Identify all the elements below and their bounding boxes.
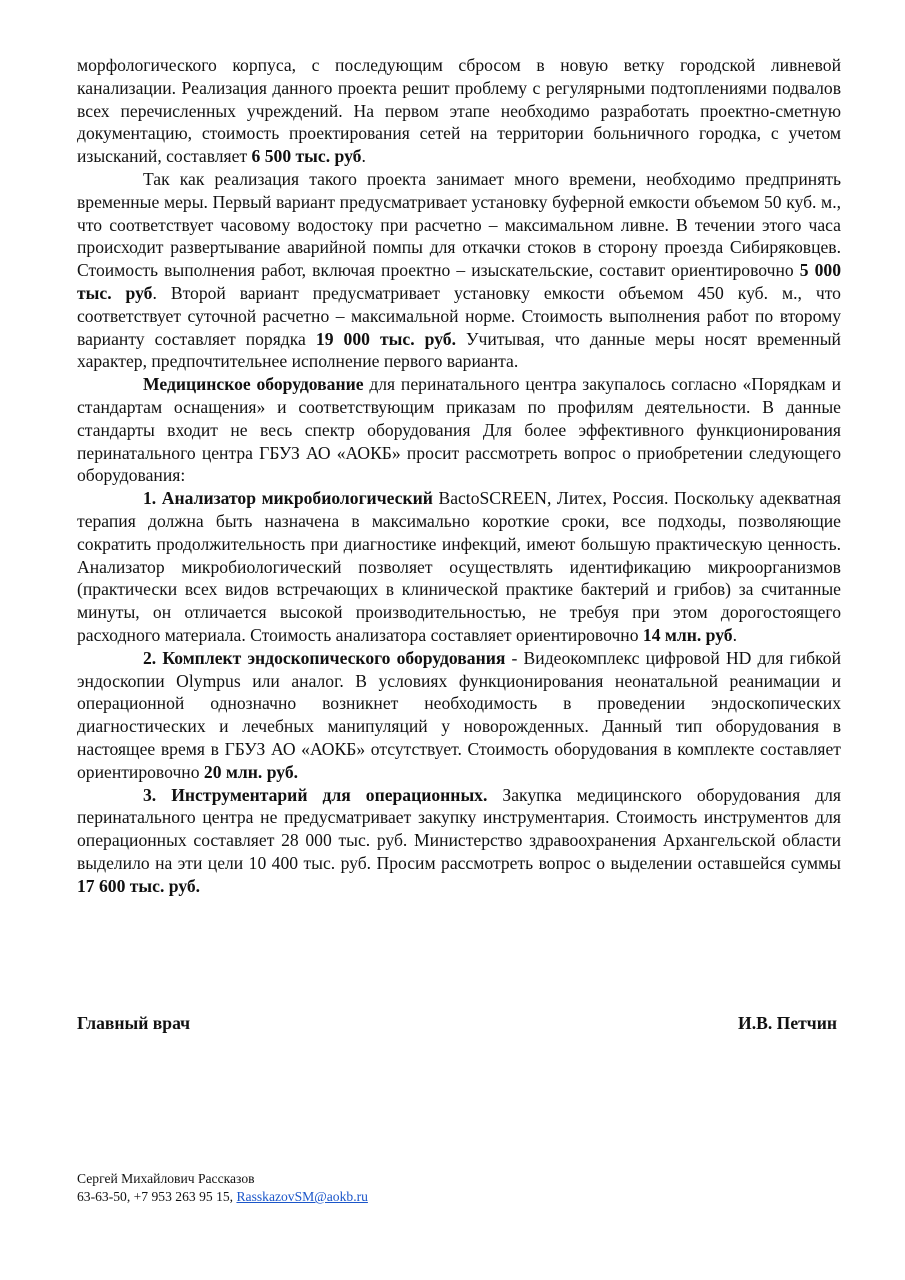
signature-position: Главный врач [77, 1013, 191, 1033]
cost-analyzer: 14 млн. руб [642, 624, 733, 645]
cost-design: 6 500 тыс. руб [251, 146, 362, 167]
contact-footer [77, 1170, 368, 1206]
contact-phones: 63-63-50, +7 953 263 95 15, [77, 1189, 237, 1204]
paragraph-text: для перинатального центра закупалось согласно «Порядкам и стандартам оснащения» и соответствующим приказам по профилям деятельности. В данные стандарты входит не весь спектр оборудования Для более эффективного функционирования перинатального центра ГБУЗ АО «АОКБ» просит рассмотреть вопрос о приобретении следующего оборудования: [77, 374, 841, 486]
paragraph-temporary-measures [77, 168, 841, 373]
paragraph-text: BactoSCREEN, Литех, Россия. Поскольку адекватная терапия должна быть назначена в максимально короткие сроки, все подходы, позволяющие сократить продолжительность при диагностике инфекций, имеют большую практическую ценность. Анализатор микробиологический позволяет осуществлять идентификацию микроорганизмов (практически всех видов встречающих в клинической практике бактерий и грибов) за считанные минуты, он отличается высокой производительностью, не требуя при этом дорогостоящего расходного материала. Стоимость анализатора составляет ориентировочно [77, 488, 842, 645]
paragraph-text: Закупка медицинского оборудования для перинатального центра не предусматривает закупку инструментария. Стоимость инструментов для операционных составляет 28 000 тыс. руб. Министерство здравоохранения Архангельской области выделило на эти цели 10 400 тыс. руб. Просим рассмотреть вопрос о выделении оставшейся суммы [77, 784, 842, 873]
paragraph-text: Так как реализация такого проекта занимает много времени, необходимо предпринять временные меры. Первый вариант предусматривает установку буферной емкости объемом 50 куб. м., что соответствует часовому водостоку при расчетно – максимальном ливне. В течении этого часа происходит развертывание аварийной помпы для откачки стоков в сторону проезда Сибиряковцев. Стоимость выполнения работ, включая проектно – изыскательские, составит ориентировочно [77, 168, 841, 281]
paragraph-sewer-project [77, 54, 841, 168]
paragraph-item-analyzer [77, 487, 841, 647]
paragraph-text: - Видеокомплекс цифровой HD для гибкой эндоскопии Olympus или аналог. В условиях функционирования неонатальной реанимации и операционной однозначно возникнет необходимость в проведении эндоскопических диагностических и лечебных манипуляций у новорожденных. Данный тип оборудования в настоящее время в ГБУЗ АО «АОКБ» отсутствует. Стоимость оборудования в комплекте составляет ориентировочно [77, 647, 841, 782]
contact-email-link[interactable]: RasskazovSM@aokb.ru [236, 1189, 368, 1204]
paragraph-item-endoscopy [77, 647, 841, 784]
paragraph-text: . [361, 146, 366, 167]
contact-author: Сергей Михайлович Рассказов [77, 1171, 255, 1186]
document-body [77, 54, 841, 897]
contact-line [77, 1188, 368, 1206]
cost-remaining: 17 600 тыс. руб. [77, 875, 201, 896]
paragraph-medical-equipment [77, 373, 841, 487]
item-title: 3. Инструментарий для операционных. [143, 784, 488, 805]
paragraph-text: . [732, 624, 738, 645]
paragraph-item-instruments [77, 784, 841, 898]
cost-variant-1: 5 000 тыс. руб [77, 260, 841, 303]
item-title: 2. Комплект эндоскопического оборудования [143, 647, 506, 668]
paragraph-text: Учитывая, что данные меры носят временный характер, предпочтительнее исполнение первого варианта. [77, 328, 841, 372]
item-title: 1. Анализатор микробиологический [143, 488, 433, 509]
signature-name: И.В. Петчин [738, 1013, 837, 1033]
cost-variant-2: 19 000 тыс. руб. [315, 328, 456, 349]
paragraph-text: . Второй вариант предусматривает установку емкости объемом 450 куб. м., что соответствует суточной расчетно – максимальной норме. Стоимость выполнения работ по второму варианту составляет порядка [77, 282, 841, 349]
section-heading: Медицинское оборудование [143, 374, 364, 395]
cost-endoscopy: 20 млн. руб. [203, 761, 299, 782]
paragraph-text: морфологического корпуса, с последующим сбросом в новую ветку городской ливневой канализации. Реализация данного проекта решит проблему с регулярными подтоплениями подвалов всех перечисленных учреждений. На первом этапе необходимо разработать проектно-сметную документацию, стоимость проектирования сетей на территории больничного городка, с учетом изысканий, составляет [77, 55, 841, 167]
